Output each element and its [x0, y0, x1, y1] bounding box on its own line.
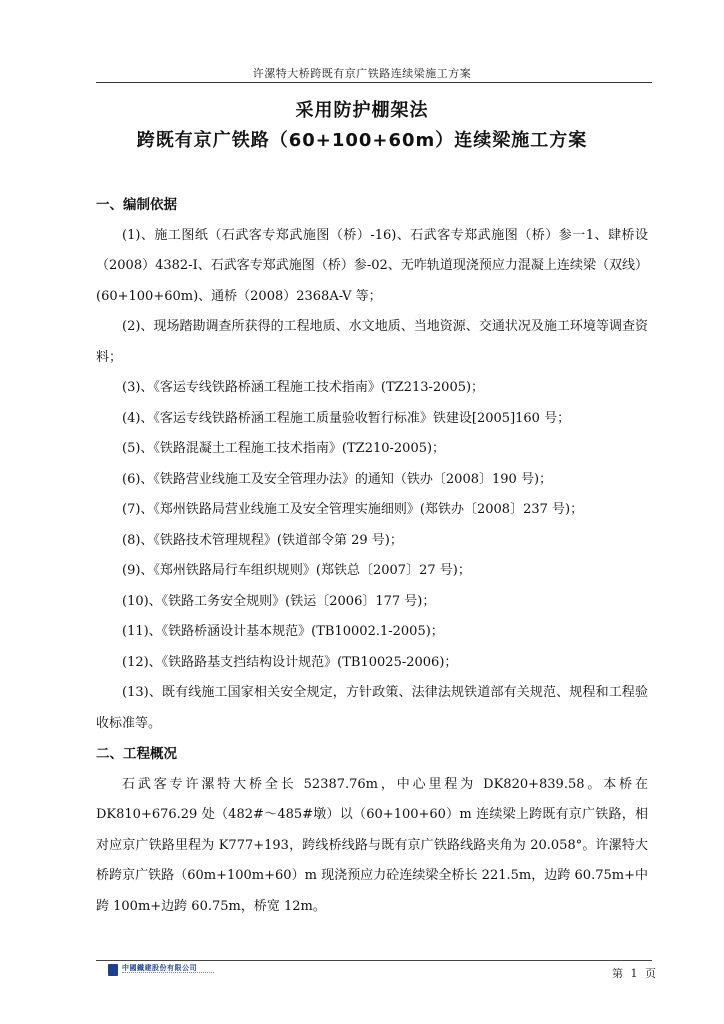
section-heading-basis: 一、编制依据	[96, 197, 177, 213]
document-title-line2: 跨既有京广铁路（60+100+60m）连续梁施工方案	[136, 130, 588, 151]
page-number: 第 1 页	[612, 967, 656, 980]
basis-item: (13)、既有线施工国家相关安全规定，方针政策、法律法规铁道部有关规范、规程和工程验收标准等。	[96, 685, 648, 731]
footer-rule	[96, 960, 652, 961]
basis-item: (5)、《铁路混凝土工程施工技术指南》(TZ210-2005)；	[122, 441, 446, 456]
basis-item: (4)、《客运专线铁路桥涵工程施工质量验收暂行标准》铁建设[2005]160 号；	[122, 410, 571, 426]
basis-item: (10)、《铁路工务安全规则》(铁运〔2006〕177 号)；	[122, 593, 436, 609]
logo-mark-icon	[108, 964, 118, 976]
company-logo	[108, 963, 218, 981]
basis-item: (1)、施工图纸（石武客专郑武施图（桥）-16)、石武客专郑武施图（桥）参一1、肆桥设（2008）4382-I、石武客专郑武施图（桥）参-02、无咋轨道现浇预应力混凝上连续梁（双线）(60+100+60m)、通桥（2008）2368A-V 等；	[96, 227, 648, 304]
basis-item: (6)、《铁路营业线施工及安全管理办法》的通知（铁办〔2008〕190 号)；	[122, 471, 553, 487]
basis-item: (3)、《客运专线铁路桥涵工程施工技术指南》(TZ213-2005)；	[122, 380, 485, 395]
basis-item: (2)、现场踏勘调查所获得的工程地质、水文地质、当地资源、交通状况及施工环境等调查资料；	[96, 319, 648, 365]
header-rule	[96, 82, 652, 83]
basis-item: (11)、《铁路桥涵设计基本规范》(TB10002.1-2005)；	[122, 624, 444, 639]
basis-item: (8)、《铁路技术管理规程》(铁道部令第 29 号)；	[122, 532, 403, 548]
running-header: 许漯特大桥跨既有京广铁路连续梁施工方案	[252, 67, 472, 80]
section-heading-overview: 二、工程概况	[96, 746, 177, 762]
document-title-line1: 采用防护棚架法	[295, 100, 429, 121]
basis-item: (12)、《铁路路基支挡结构设计规范》(TB10025-2006)；	[122, 654, 458, 670]
overview-paragraph: 石武客专许漯特大桥全长 52387.76m，中心里程为 DK820+839.58。本桥在 DK810+676.29 处（482#～485#墩）以（60+100+60）m 连续梁上跨既有京广铁路，相对应京广铁路里程为 K777+193，跨线桥线路与既有京广铁路线路夹角为 20.058°。许漯特大桥跨京广铁路（60m+100m+60）m 现浇预应力砼连续梁全桥长 221.5m，边跨 60.75m+中跨 100m+边跨 60.75m，桥宽 12m。	[96, 776, 648, 914]
document-body	[96, 190, 648, 922]
logo-subline	[122, 972, 214, 975]
basis-item: (7)、《郑州铁路局营业线施工及安全管理实施细则》(郑铁办〔2008〕237 号)；	[122, 502, 584, 517]
basis-item: (9)、《郑州铁路局行车组织规则》(郑铁总〔2007〕27 号)；	[122, 563, 471, 578]
company-name: 中國鐵建股份有限公司	[122, 964, 197, 972]
